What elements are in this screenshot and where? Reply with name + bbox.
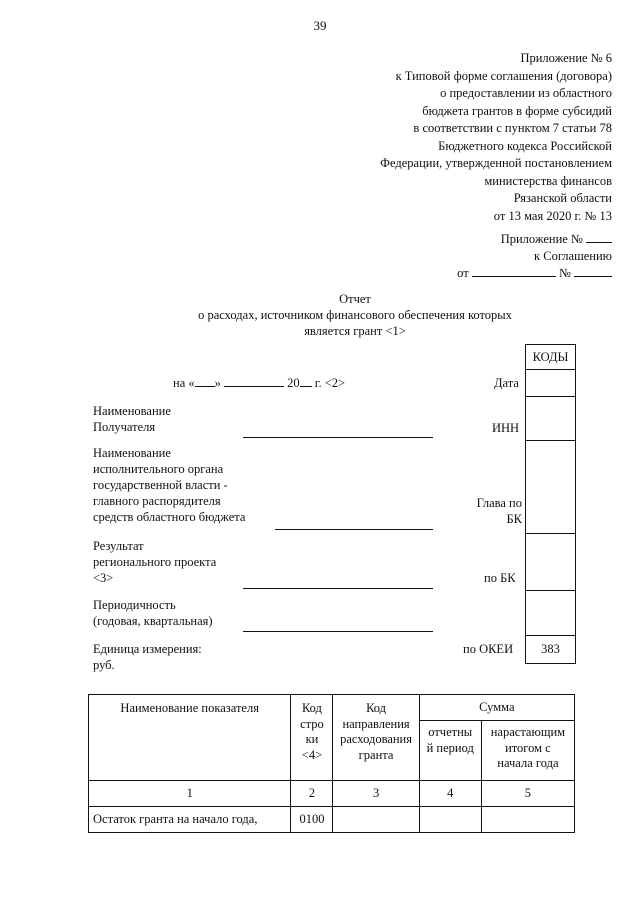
periodicity-field[interactable] — [243, 631, 433, 632]
appendix-line: Бюджетного кодекса Российской — [438, 138, 612, 153]
periodicity-label-line: (годовая, квартальная) — [93, 614, 213, 628]
project-field[interactable] — [243, 588, 433, 589]
glava-label — [460, 495, 522, 527]
row-name: Остаток гранта на начало года, — [89, 807, 291, 833]
recipient-label-line: Наименование — [93, 404, 171, 418]
appendix-line: от 13 мая 2020 г. № 13 — [493, 208, 612, 223]
month-blank[interactable] — [224, 375, 284, 387]
bk-label: по БК — [484, 571, 516, 585]
authority-label-line: средств областного бюджета — [93, 510, 246, 524]
header-sum: Сумма — [419, 695, 574, 721]
appendix-line: Приложение № 6 — [520, 51, 612, 65]
header-reporting-period: отчетны й период — [419, 721, 481, 781]
okei-label: по ОКЕИ — [463, 642, 514, 656]
appendix-line: в соответствии с пунктом 7 статьи 78 — [413, 121, 612, 135]
year-blank[interactable] — [300, 375, 312, 387]
authority-field[interactable] — [275, 529, 433, 530]
column-number: 5 — [481, 781, 574, 807]
report-date-line — [173, 375, 345, 391]
date-suffix: г. <2> — [314, 376, 346, 390]
date-code-cell[interactable] — [525, 369, 576, 397]
authority-label — [93, 445, 245, 525]
column-number: 4 — [419, 781, 481, 807]
appendix-line: бюджета грантов в форме субсидий — [422, 103, 612, 118]
agreement-reference — [457, 231, 612, 282]
row-reporting-cell[interactable] — [419, 807, 481, 833]
appendix-line: Рязанской области — [513, 191, 612, 205]
recipient-field[interactable] — [243, 437, 433, 438]
column-number: 3 — [333, 781, 419, 807]
codes-header: КОДЫ — [525, 344, 576, 370]
agreement-date-blank[interactable] — [472, 265, 556, 277]
date-label: Дата — [494, 376, 519, 390]
glava-label-line: БК — [506, 512, 522, 526]
appendix-header — [380, 50, 612, 225]
inn-code-cell[interactable] — [525, 396, 576, 441]
authority-label-line: государственной власти - — [93, 478, 228, 492]
header-direction-code: Код направления расходования гранта — [333, 695, 419, 781]
header-line-code: Код стро ки <4> — [291, 695, 333, 781]
report-title-line: о расходах, источником финансового обеспечения которых — [198, 308, 512, 322]
date-prefix: на « — [173, 376, 195, 390]
recipient-label — [93, 403, 171, 435]
authority-label-line: главного распорядителя — [93, 494, 221, 508]
appendix-line: к Типовой форме соглашения (договора) — [395, 68, 612, 83]
recipient-label-line: Получателя — [93, 420, 156, 434]
row-cumulative-cell[interactable] — [481, 807, 574, 833]
unit-label — [93, 641, 202, 673]
agreement-annex-label: Приложение № — [500, 232, 583, 246]
from-label: от — [457, 266, 469, 280]
project-label-line: Результат — [93, 539, 144, 553]
row-direction-cell[interactable] — [333, 807, 419, 833]
annex-number-blank[interactable] — [586, 231, 612, 243]
day-blank[interactable] — [195, 375, 215, 387]
year-prefix: 20 — [287, 376, 300, 390]
report-title-line: Отчет — [339, 292, 371, 306]
appendix-line: Федерации, утвержденной постановлением — [380, 156, 612, 170]
expenses-table — [88, 694, 575, 833]
row-code: 0100 — [291, 807, 333, 833]
periodicity-label-line: Периодичность — [93, 598, 176, 612]
authority-label-line: исполнительного органа — [93, 462, 224, 476]
periodicity-code-cell[interactable] — [525, 590, 576, 636]
inn-label: ИНН — [492, 421, 520, 435]
project-label-line: <3> — [93, 571, 114, 585]
column-number: 1 — [89, 781, 291, 807]
header-cumulative: нарастающим итогом с начала года — [481, 721, 574, 781]
agreement-number-blank[interactable] — [574, 265, 612, 277]
bk-code-cell[interactable] — [525, 533, 576, 591]
unit-label-line: руб. — [93, 658, 115, 672]
appendix-line: министерства финансов — [484, 173, 612, 188]
appendix-line: о предоставлении из областного — [440, 86, 612, 100]
periodicity-label — [93, 597, 213, 629]
header-indicator-name: Наименование показателя — [89, 695, 291, 781]
report-title — [0, 291, 640, 339]
project-label — [93, 538, 216, 586]
report-title-line: является грант <1> — [304, 324, 406, 338]
date-mid: » — [214, 376, 221, 390]
glava-label-line: Глава по — [476, 496, 522, 510]
okei-code-cell: 383 — [525, 635, 576, 664]
project-label-line: регионального проекта — [93, 555, 217, 569]
unit-label-line: Единица измерения: — [93, 642, 202, 656]
table-row — [89, 807, 575, 833]
column-number: 2 — [291, 781, 333, 807]
glava-bk-code-cell[interactable] — [525, 440, 576, 534]
page-number: 39 — [313, 18, 327, 33]
authority-label-line: Наименование — [93, 446, 171, 460]
number-label: № — [558, 266, 571, 280]
agreement-label: к Соглашению — [534, 249, 612, 263]
